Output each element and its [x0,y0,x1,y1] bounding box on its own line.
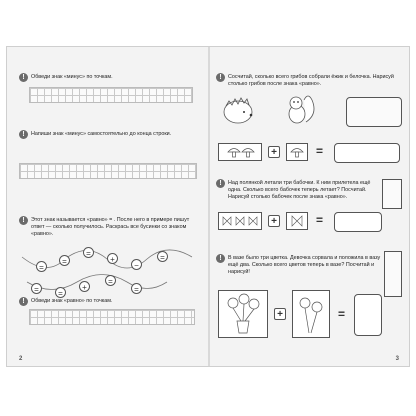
left-page [7,47,208,366]
answer-box-mushrooms[interactable] [334,143,400,163]
mushroom-box-2 [286,143,308,161]
lightbulb-icon: ! [19,216,28,225]
lightbulb-icon: ! [19,297,28,306]
mushroom-icon [219,144,261,160]
squirrel-illustration [282,92,318,126]
bead[interactable]: = [36,261,47,272]
equals-sign: = [316,213,324,227]
bead[interactable]: = [131,283,142,294]
page-number: 2 [19,356,23,362]
bead-string [7,237,207,307]
mushroom-icon [287,144,307,160]
lightbulb-icon: ! [216,73,225,82]
plus-sign: + [274,308,286,320]
answer-hint-box [346,97,402,127]
butterfly-box-1 [218,212,262,230]
flowers-picture [292,290,330,338]
hedgehog-illustration [220,94,256,126]
bead[interactable]: = [55,287,66,298]
task-text: Напиши знак «минус» самостоятельно до конца строки. [31,131,172,137]
plus-sign: + [268,146,280,158]
side-decoration [382,179,402,209]
vase-picture [218,290,268,338]
task-text: Над полянкой летали три бабочки. К ним прилетела ещё одна. Сколько всего бабочек теперь летает? Посчитай. Нарисуй столько бабочек после знака «равно». [228,180,371,200]
vase-illustration [219,291,267,337]
bead[interactable]: = [105,275,116,286]
page-number: 3 [395,356,399,362]
tracing-grid-equals[interactable] [29,309,195,325]
bead[interactable]: = [59,255,70,266]
plus-sign: + [268,215,280,227]
writing-grid-minus[interactable] [19,163,197,179]
bead[interactable]: + [79,281,90,292]
bead[interactable]: = [83,247,94,258]
mushroom-box-1 [218,143,262,161]
tracing-grid-minus[interactable] [29,87,193,103]
right-page [210,47,409,366]
equals-sign: = [316,144,324,158]
flowers-illustration [293,291,329,337]
workbook-spread [6,46,410,367]
task-text: Сосчитай, сколько всего грибов собрали ёжик и белочка. Нарисуй столько грибов после знака «равно». [228,74,394,87]
lightbulb-icon: ! [216,254,225,263]
bead[interactable]: = [31,283,42,294]
task-text: Обведи знак «минус» по точкам. [31,74,113,80]
task-text: Этот знак называется «равно» = . После него в примере пишут ответ — сколько получилось. Раскрась все бусинки со знаком «равно». [31,217,190,237]
bead[interactable]: − [131,259,142,270]
butterfly-icon [219,213,261,229]
butterfly-icon [287,213,307,229]
equals-sign: = [338,307,346,321]
task-text: Обведи знак «равно» по точкам. [31,298,113,304]
task-text: В вазе было три цветка. Девочка сорвала и положила в вазу ещё два. Сколько всего цветов теперь в вазе? Посчитай и нарисуй! [228,255,381,275]
side-decoration [384,251,402,297]
bead[interactable]: + [107,253,118,264]
butterfly-box-2 [286,212,308,230]
answer-box-butterflies[interactable] [334,212,382,232]
lightbulb-icon: ! [19,130,28,139]
bead[interactable]: = [157,251,168,262]
lightbulb-icon: ! [19,73,28,82]
lightbulb-icon: ! [216,179,225,188]
answer-box-flowers[interactable] [354,294,382,336]
